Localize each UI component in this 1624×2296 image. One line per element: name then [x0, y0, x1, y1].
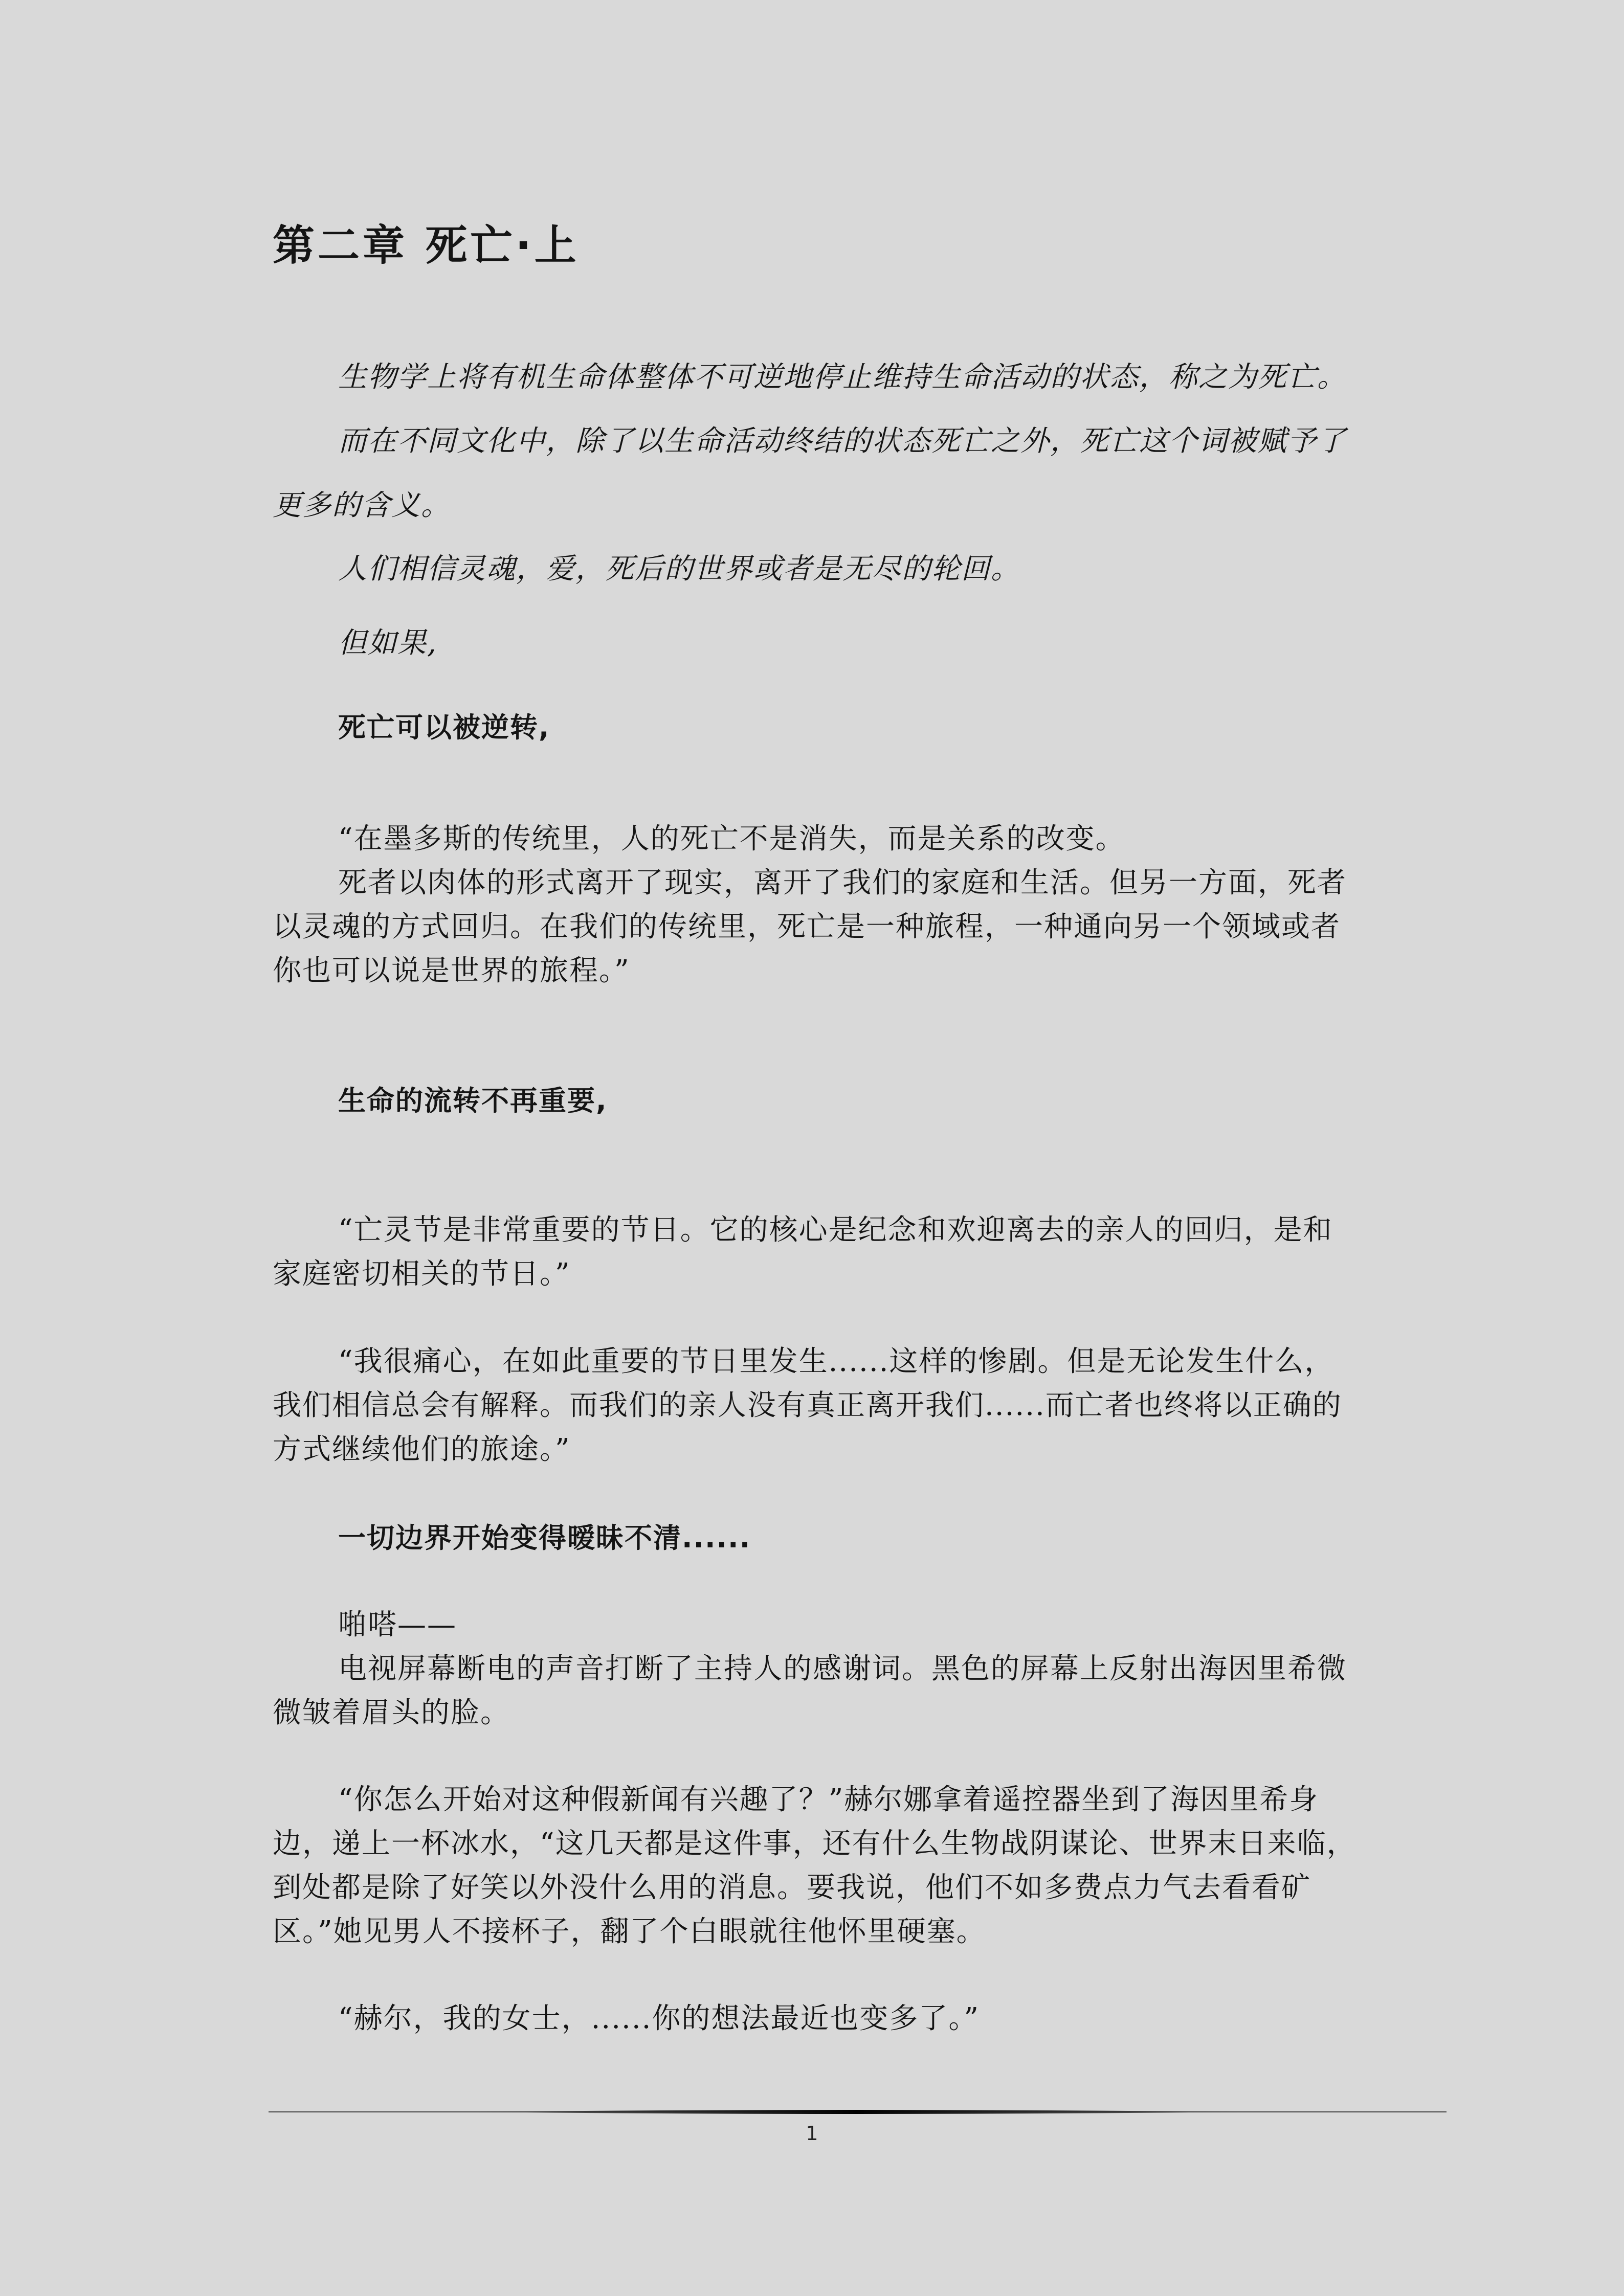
quote2-paragraph-2: “我很痛心，在如此重要的节日里发生......这样的惨剧。但是无论发生什么，我们相信总会有解释。而我们的亲人没有真正离开我们......而亡者也终将以正确的方式继续他们的旅途。” — [273, 1345, 1342, 1466]
story-paragraph-1: 啪嗒—— — [338, 1608, 457, 1641]
story-paragraph-2: 电视屏幕断电的声音打断了主持人的感谢词。黑色的屏幕上反射出海因里希微微皱着眉头的脸。 — [273, 1652, 1347, 1729]
chapter-title: 第二章 死亡·上 — [273, 221, 580, 270]
footer-divider — [269, 2109, 1447, 2116]
prologue-paragraph-2: 而在不同文化中，除了以生命活动终结的状态死亡之外，死亡这个词被赋予了更多的含义。 — [273, 424, 1347, 522]
prologue-paragraph-4: 但如果, — [338, 626, 437, 660]
quote2-paragraph-1: “亡灵节是非常重要的节日。它的核心是纪念和欢迎离去的亲人的回归，是和家庭密切相关的节日。” — [273, 1213, 1333, 1291]
prologue-paragraph-1: 生物学上将有机生命体整体不可逆地停止维持生命活动的状态，称之为死亡。 — [338, 361, 1347, 394]
quote1-paragraph-2: 死者以肉体的形式离开了现实，离开了我们的家庭和生活。但另一方面，死者以灵魂的方式回归。在我们的传统里，死亡是一种旅程，一种通向另一个领域或者你也可以说是世界的旅程。” — [273, 866, 1347, 987]
story-paragraph-4: “赫尔，我的女士，......你的想法最近也变多了。” — [338, 2002, 980, 2035]
page-number: 1 — [806, 2122, 818, 2145]
quote1-paragraph-1: “在墨多斯的传统里，人的死亡不是消失，而是关系的改变。 — [338, 822, 1125, 856]
section-heading-3: 一切边界开始变得暧昧不清...... — [338, 1522, 751, 1554]
section-heading-1: 死亡可以被逆转, — [338, 711, 550, 744]
section-heading-2: 生命的流转不再重要, — [338, 1085, 608, 1117]
story-paragraph-3: “你怎么开始对这种假新闻有兴趣了？”赫尔娜拿着遥控器坐到了海因里希身边，递上一杯冰水，“这几天都是这件事，还有什么生物战阴谋论、世界末日来临，到处都是除了好笑以外没什么用的消息。要我说，他们不如多费点力气去看看矿区。”她见男人不接杯子，翻了个白眼就往他怀里硬塞。 — [273, 1783, 1356, 1948]
prologue-paragraph-3: 人们相信灵魂，爱，死后的世界或者是无尽的轮回。 — [338, 552, 1020, 586]
